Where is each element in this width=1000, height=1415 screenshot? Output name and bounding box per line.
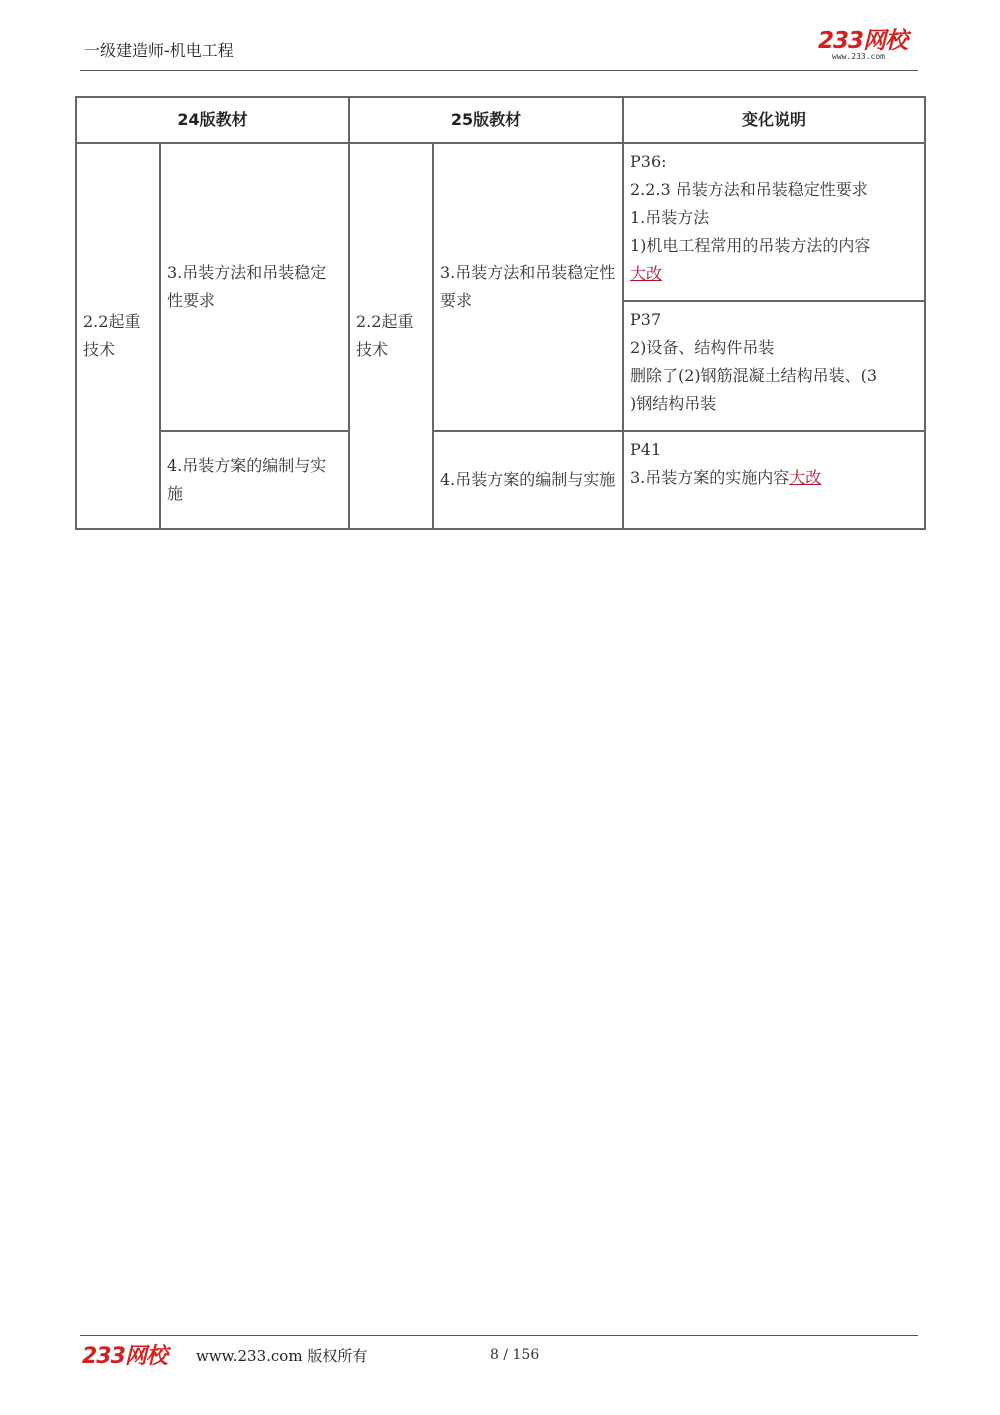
change-note-cell	[623, 431, 925, 529]
brand-logo-url: www.233.com	[832, 52, 885, 61]
header-divider	[80, 70, 918, 71]
note-line: 1)机电工程常用的吊装方法的内容	[630, 236, 871, 255]
header-25-edition: 25版教材	[349, 97, 623, 143]
note-page-ref: P36:	[630, 152, 667, 171]
footer-copyright: www.233.com 版权所有	[196, 1347, 368, 1365]
table-header-row	[76, 97, 925, 143]
topic-cell-25: 4.吊装方案的编制与实施	[433, 431, 623, 529]
brand-logo-text: 233网校	[818, 28, 908, 54]
note-page-ref: P37	[630, 310, 662, 329]
topic-cell-24: 3.吊装方法和吊装稳定性要求	[160, 143, 349, 431]
section-cell-24: 2.2起重技术	[76, 143, 160, 529]
note-line: )钢结构吊装	[630, 394, 717, 413]
note-page-ref: P41	[630, 440, 662, 459]
table-row	[76, 143, 925, 301]
topic-cell-25: 3.吊装方法和吊装稳定性要求	[433, 143, 623, 431]
footer-divider	[80, 1335, 918, 1336]
note-line: 1.吊装方法	[630, 208, 710, 227]
document-header-title: 一级建造师-机电工程	[84, 41, 234, 60]
note-line: 2.2.3 吊装方法和吊装稳定性要求	[630, 180, 868, 199]
note-line: 2)设备、结构件吊装	[630, 338, 775, 357]
topic-cell-24: 4.吊装方案的编制与实施	[160, 431, 349, 529]
major-change-tag: 大改	[630, 264, 663, 283]
change-note-cell	[623, 143, 925, 301]
section-cell-25: 2.2起重技术	[349, 143, 433, 529]
page-number: 8 / 156	[490, 1347, 540, 1363]
change-note-cell	[623, 301, 925, 431]
table-row	[76, 431, 925, 529]
comparison-table	[75, 96, 926, 530]
footer-brand-logo: 233网校	[82, 1344, 167, 1369]
major-change-tag: 大改	[789, 468, 822, 487]
brand-logo	[818, 29, 907, 61]
note-line: 3.吊装方案的实施内容	[630, 468, 790, 487]
header-24-edition: 24版教材	[76, 97, 349, 143]
note-line: 删除了(2)钢筋混凝土结构吊装、(3	[630, 366, 878, 385]
header-change-notes: 变化说明	[623, 97, 925, 143]
